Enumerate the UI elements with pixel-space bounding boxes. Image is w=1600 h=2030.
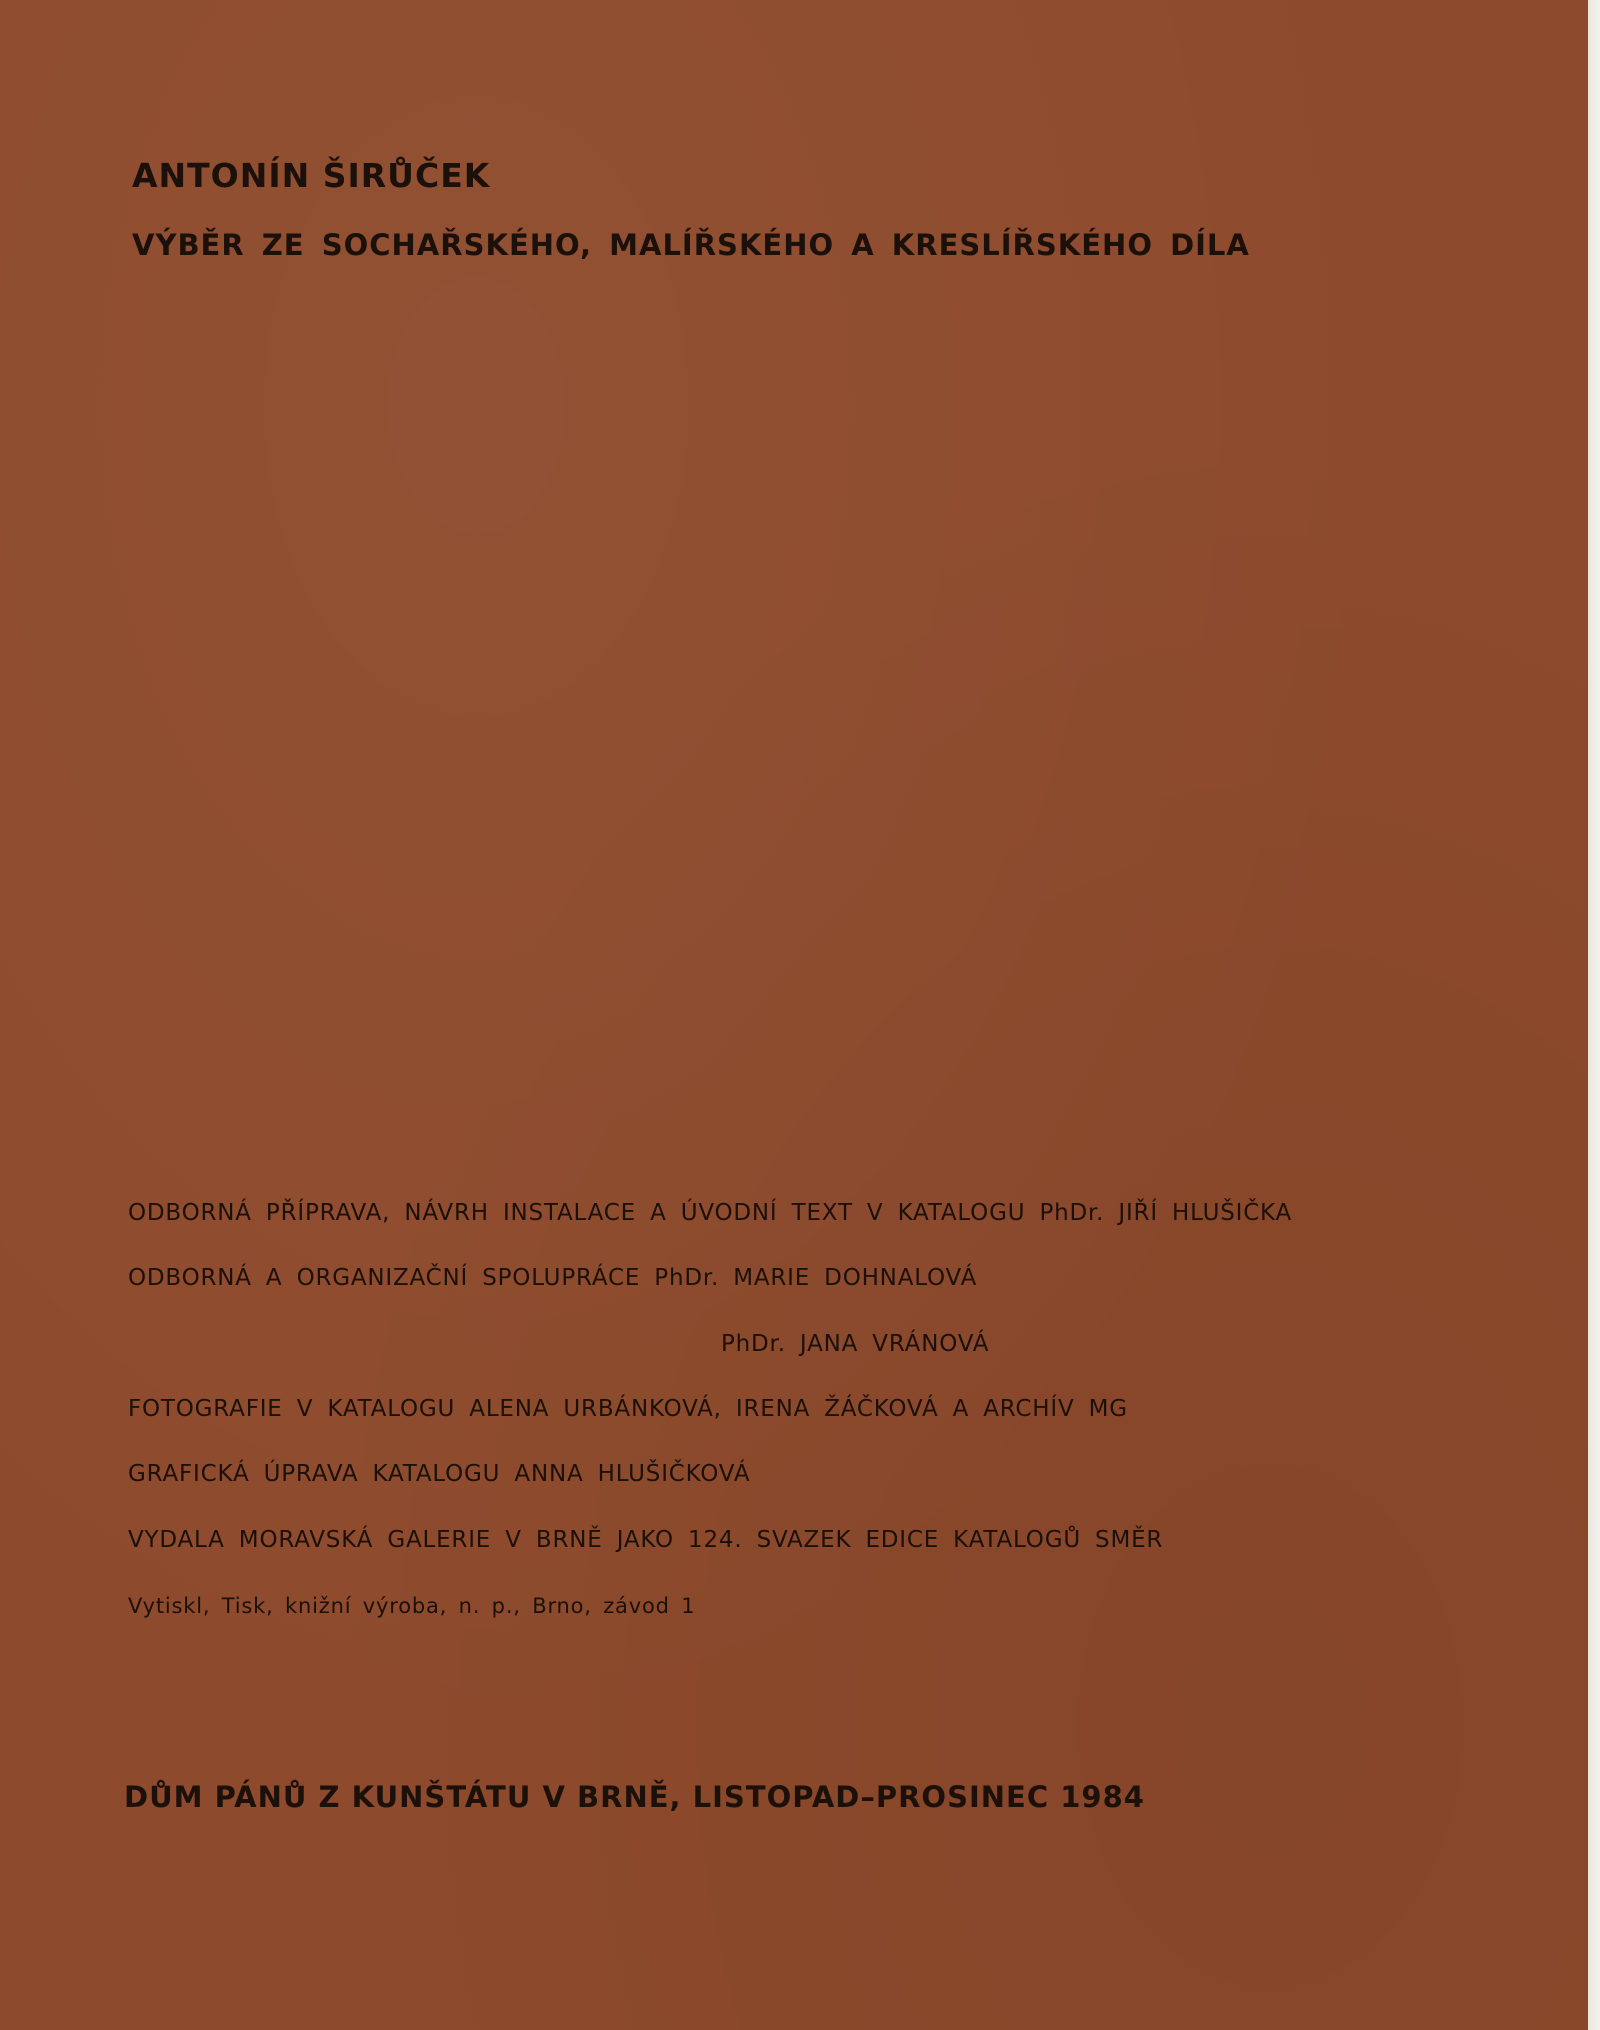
credit-line-cooperation-second: PhDr. JANA VRÁNOVÁ	[721, 1331, 990, 1357]
credit-line-graphic-design: GRAFICKÁ ÚPRAVA KATALOGU ANNA HLUŠIČKOVÁ	[128, 1461, 751, 1487]
credit-line-cooperation: ODBORNÁ A ORGANIZAČNÍ SPOLUPRÁCE PhDr. MARIE DOHNALOVÁ	[128, 1265, 978, 1291]
printer-line: Vytiskl, Tisk, knižní výroba, n. p., Brno, závod 1	[128, 1594, 696, 1618]
credit-line-publisher: VYDALA MORAVSKÁ GALERIE V BRNĚ JAKO 124. SVAZEK EDICE KATALOGŮ SMĚR	[128, 1527, 1164, 1553]
credit-line-preparation: ODBORNÁ PŘÍPRAVA, NÁVRH INSTALACE A ÚVODNÍ TEXT V KATALOGU PhDr. JIŘÍ HLUŠIČKA	[128, 1200, 1293, 1226]
credit-line-photography: FOTOGRAFIE V KATALOGU ALENA URBÁNKOVÁ, IRENA ŽÁČKOVÁ A ARCHÍV MG	[128, 1396, 1128, 1422]
author-title: ANTONÍN ŠIRŮČEK	[132, 156, 491, 195]
venue-and-date: DŮM PÁNŮ Z KUNŠTÁTU V BRNĚ, LISTOPAD–PROSINEC 1984	[124, 1780, 1145, 1814]
catalog-subtitle: VÝBĚR ZE SOCHAŘSKÉHO, MALÍŘSKÉHO A KRESLÍŘSKÉHO DÍLA	[132, 228, 1250, 262]
scan-background-edge	[1588, 0, 1600, 2030]
